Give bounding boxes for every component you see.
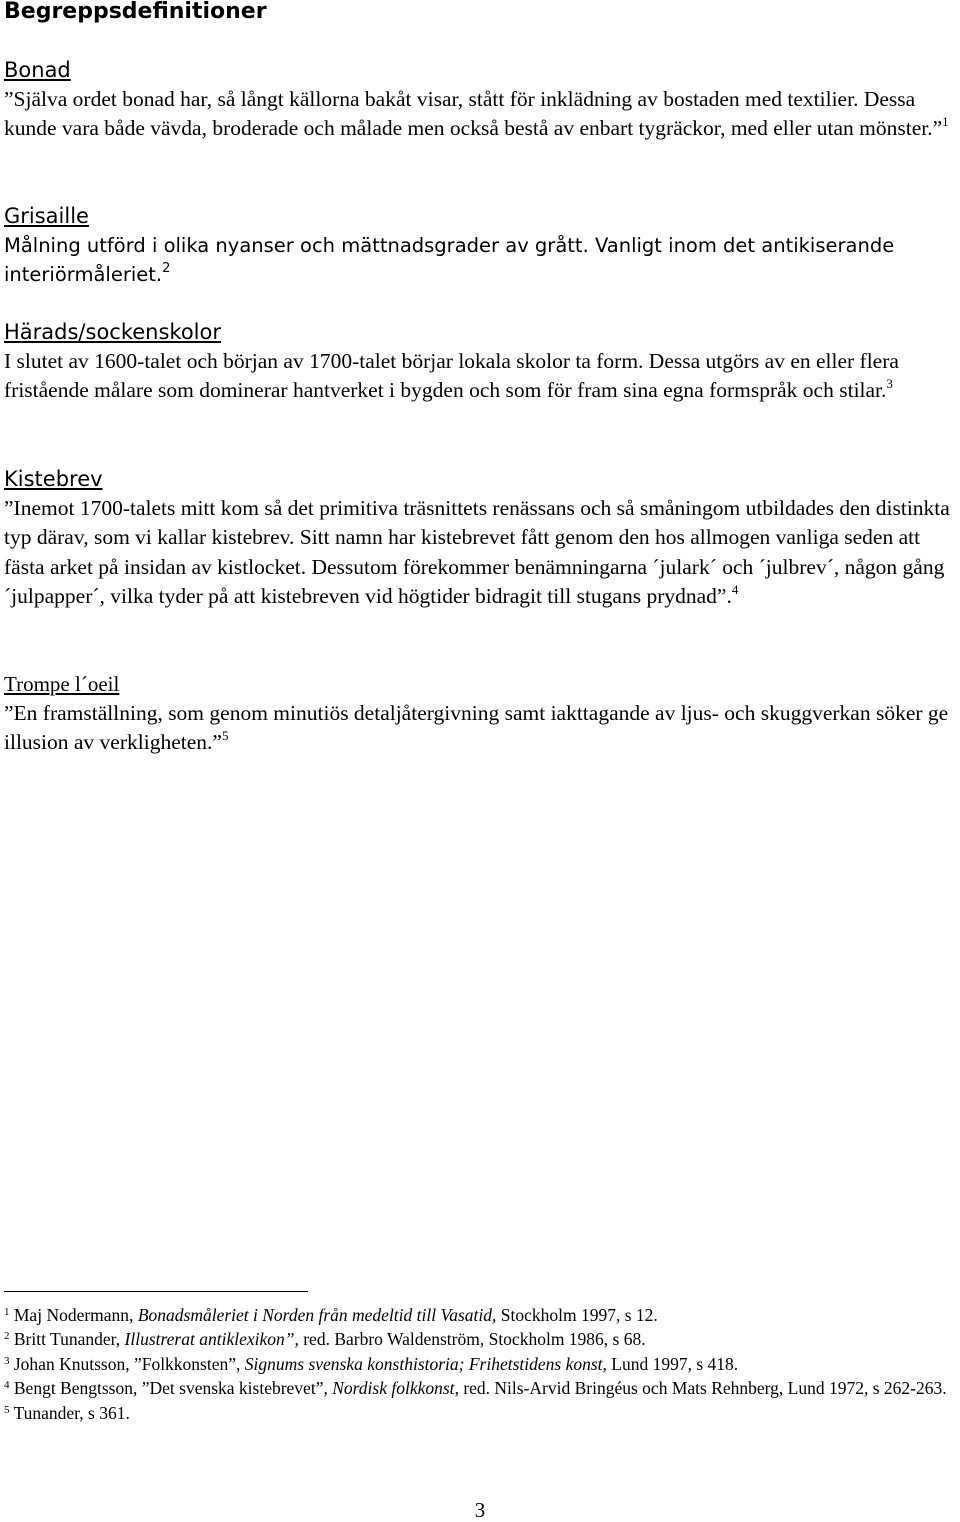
- definition-kistebrev: [4, 464, 956, 611]
- page-title: Begreppsdefinitioner: [4, 0, 267, 24]
- footnote-5: [4, 1401, 956, 1425]
- definition-grisaille: [4, 201, 956, 290]
- definition-text: ”Själva ordet bonad har, så långt källorna bakåt visar, stått för inklädning av bostaden med textilier. Dessa kunde vara både vävda, broderade och målade men också bestå av enbart tygräckor, med eller utan mönster.”: [4, 87, 943, 141]
- footnote-title: Nordisk folkkonst: [332, 1378, 455, 1399]
- footnote-ref[interactable]: 4: [731, 581, 739, 597]
- footnote-text: Maj Nodermann,: [13, 1305, 138, 1325]
- footnote-2: [4, 1327, 956, 1351]
- footnote-ref[interactable]: 3: [886, 376, 893, 392]
- definition-harads-sockenskolor: [4, 317, 956, 406]
- footnote-number: 3: [4, 1354, 10, 1367]
- definition-bonad: [4, 55, 956, 144]
- term-heading: Bonad: [4, 58, 71, 82]
- footnote-text: Lund 1997, s 418.: [606, 1353, 739, 1374]
- page-number: 3: [474, 1498, 486, 1522]
- footnote-text: Britt Tunander,: [13, 1329, 125, 1350]
- footnote-number: 5: [4, 1403, 10, 1416]
- footnote-title: Illustrerat antiklexikon”,: [124, 1329, 299, 1350]
- definition-trompe-loeil: [4, 669, 956, 758]
- footnote-text: red. Barbro Waldenström, Stockholm 1986, s 68.: [298, 1329, 646, 1350]
- definition-text: ”En framställning, som genom minutiös detaljåtergivning samt iakttagande av ljus- och skuggverkan söker ge illusion av verkligheten.”: [4, 701, 949, 755]
- term-heading: Kistebrev: [4, 467, 103, 491]
- footnote-number: 2: [4, 1330, 10, 1343]
- footnote-text: Stockholm 1997, s 12.: [496, 1305, 658, 1325]
- footnote-ref[interactable]: 5: [221, 728, 229, 744]
- footnote-text: Johan Knutsson, ”Folkkonsten”,: [13, 1353, 245, 1374]
- footnote-number: 4: [4, 1379, 10, 1392]
- footnote-text: Tunander, s 361.: [13, 1402, 130, 1423]
- definition-text: ”Inemot 1700-talets mitt kom så det primitiva träsnittets renässans och så småningom utbildades den distinkta typ därav, som vi kallar kistebrev. Sitt namn har kistebrevet fått genom den hos allmogen vanliga seden att fästa arket på insidan av kistlocket. Dessutom förekommer benämningarna ´julark´ och ´julbrev´, någon gång ´julpapper´, vilka tyder på att kistebreven vid högtider bidragit till stugans prydnad”.: [4, 496, 950, 608]
- footnote-1: [4, 1303, 956, 1327]
- footnote-number: 1: [4, 1306, 10, 1318]
- term-heading: Härads/sockenskolor: [4, 320, 222, 344]
- footnote-separator: [4, 1291, 308, 1292]
- definition-text: I slutet av 1600-talet och början av 1700-talet börjar lokala skolor ta form. Dessa utgörs av en eller flera fristående målare som dominerar hantverket i bygden och som för fram sina egna formspråk och stilar.: [4, 349, 899, 403]
- footnote-title: Signums svenska konsthistoria; Frihetstidens konst,: [244, 1353, 607, 1374]
- footnote-title: Bonadsmåleriet i Norden från medeltid till Vasatid,: [137, 1305, 497, 1325]
- footnote-text: Bengt Bengtsson, ”Det svenska kistebrevet”,: [13, 1378, 333, 1399]
- footnotes: [4, 1303, 956, 1425]
- footnote-4: [4, 1376, 956, 1400]
- footnote-ref[interactable]: 1: [942, 114, 949, 130]
- footnote-3: [4, 1352, 956, 1376]
- footnote-ref[interactable]: 2: [162, 261, 171, 277]
- term-heading: Trompe l´oeil: [4, 672, 120, 696]
- term-heading: Grisaille: [4, 204, 89, 228]
- definition-text: Målning utförd i olika nyanser och mättnadsgrader av grått. Vanligt inom det antikiserande interiörmåleriet.: [4, 234, 895, 287]
- footnote-text: , red. Nils-Arvid Bringéus och Mats Rehnberg, Lund 1972, s 262-263.: [454, 1378, 947, 1399]
